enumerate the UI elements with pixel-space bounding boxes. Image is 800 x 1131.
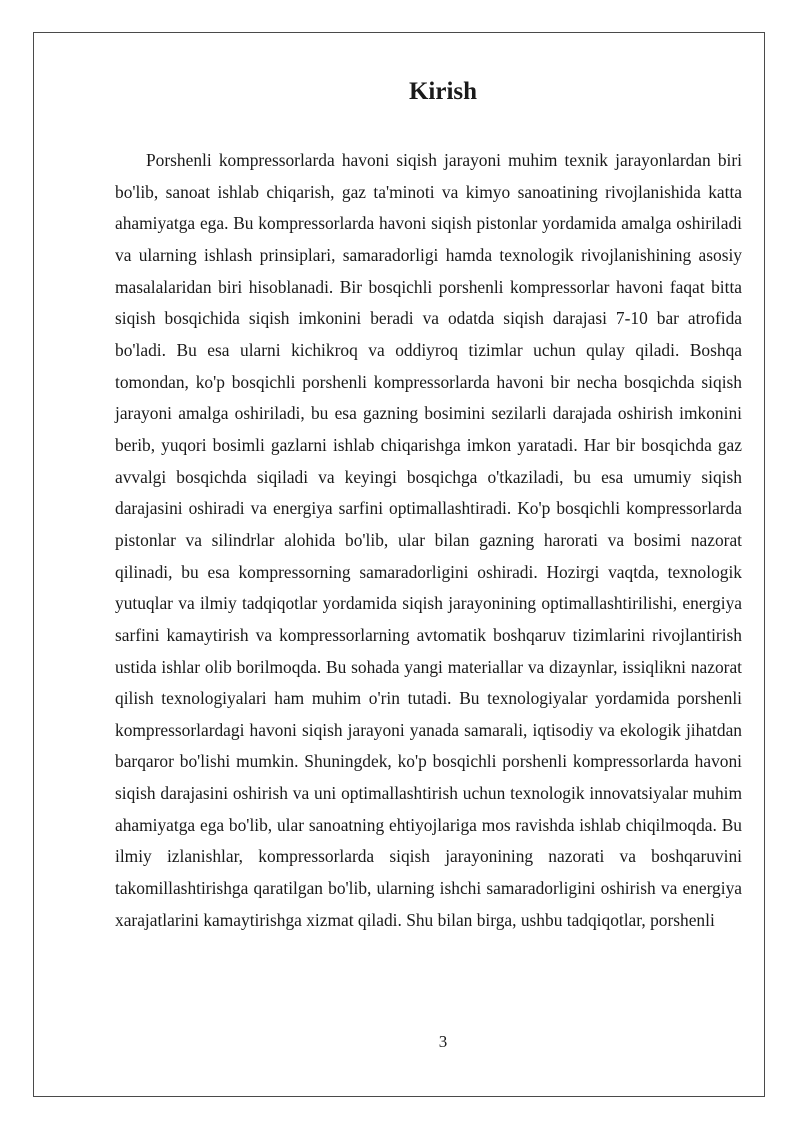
page-title: Kirish [408, 78, 478, 105]
body-paragraph: Porshenli kompressorlarda havoni siqish jarayoni muhim texnik jarayonlardan biri bo'lib, sanoat ishlab chiqarish, gaz ta'minoti va kimyo sanoatining rivojlanishida katta ahamiyatga ega. Bu kompressorlarda havoni siqish pistonlar yordamida amalga oshiriladi va ularning ishlash prinsiplari, samaradorligi hamda texnologik rivojlanishining asosiy masalalaridan biri hisoblanadi. Bir bosqichli porshenli kompressorlar havoni faqat bitta siqish bosqichida siqish imkonini beradi va odatda siqish darajasi 7-10 bar atrofida bo'ladi. Bu esa ularni kichikroq va oddiyroq tizimlar uchun qulay qiladi. Boshqa tomondan, ko'p bosqichli porshenli kompressorlarda havoni bir necha bosqichda siqish jarayoni amalga oshiriladi, bu esa gazning bosimini sezilarli darajada oshirish imkonini berib, yuqori bosimli gazlarni ishlab chiqarishga imkon yaratadi. Har bir bosqichda gaz avvalgi bosqichda siqiladi va keyingi bosqichga o'tkaziladi, bu esa umumiy siqish darajasini oshiradi va energiya sarfini optimallashtiradi. Ko'p bosqichli kompressorlarda pistonlar va silindrlar alohida bo'lib, ular bilan gazning harorati va bosimi nazorat qilinadi, bu esa kompressorning samaradorligini oshiradi. Hozirgi vaqtda, texnologik yutuqlar va ilmiy tadqiqotlar yordamida siqish jarayonining optimallashtirilishi, energiya sarfini kamaytirish va kompressorlarning avtomatik boshqaruv tizimlarini rivojlantirish ustida ishlar olib borilmoqda. Bu sohada yangi materiallar va dizaynlar, issiqlikni nazorat qilish texnologiyalari ham muhim o'rin tutadi. Bu texnologiyalar yordamida porshenli kompressorlardagi havoni siqish jarayoni yanada samarali, iqtisodiy va ekologik jihatdan barqaror bo'lishi mumkin. Shuningdek, ko'p bosqichli porshenli kompressorlarda havoni siqish darajasini oshirish va uni optimallashtirish uchun texnologik innovatsiyalar muhim ahamiyatga ega bo'lib, ular sanoatning ehtiyojlariga mos ravishda ishlab chiqilmoqda. Bu ilmiy izlanishlar, kompressorlarda siqish jarayonining nazorati va boshqaruvini takomillashtirishga qaratilgan bo'lib, ularning ishchi samaradorligini oshirish va energiya xarajatlarini kamaytirishga xizmat qiladi. Shu bilan birga, ushbu tadqiqotlar, porshenli [115, 150, 742, 930]
page-number: 3 [438, 1032, 448, 1051]
